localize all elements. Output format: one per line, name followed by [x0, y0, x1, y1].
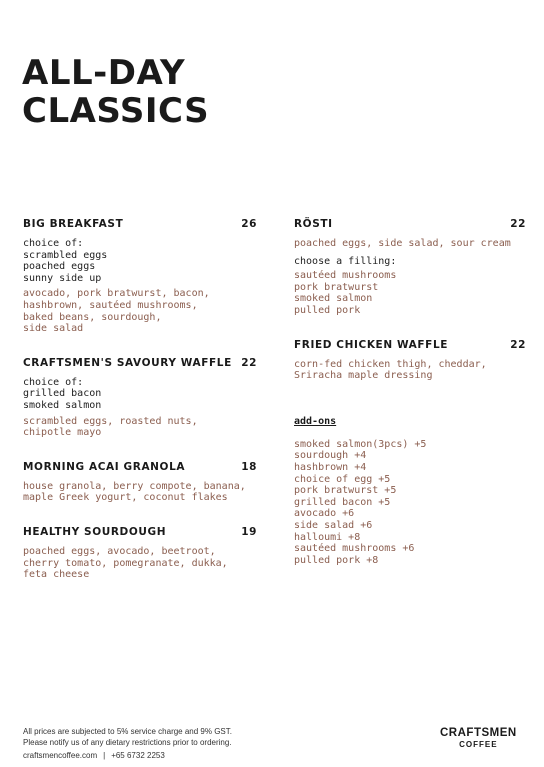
- addon-item: avocado +6: [294, 508, 355, 520]
- item-price: 26: [241, 218, 257, 230]
- addons-section: [294, 416, 526, 567]
- item-name: CRAFTSMEN'S SAVOURY WAFFLE: [23, 356, 232, 369]
- choice-option: pulled pork: [294, 304, 361, 316]
- brand-logo: [440, 728, 517, 750]
- addon-item: smoked salmon(3pcs) +5: [294, 438, 427, 450]
- menu-item: [23, 357, 257, 439]
- item-description: Sriracha maple dressing: [294, 370, 433, 382]
- choice-option: smoked salmon: [294, 293, 373, 305]
- footer-separator: |: [103, 751, 106, 760]
- item-name: HEALTHY SOURDOUGH: [23, 525, 167, 538]
- addon-item: side salad +6: [294, 519, 373, 531]
- footer-dietary-note: Please notify us of any dietary restrictions prior to ordering.: [23, 737, 232, 747]
- item-description: house granola, berry compote, banana,: [23, 480, 246, 492]
- item-description: hashbrown, sautéed mushrooms,: [23, 299, 198, 311]
- item-name: BIG BREAKFAST: [23, 218, 124, 230]
- page-title-line-2: CLASSICS: [22, 91, 210, 131]
- choice-label: choice of:: [23, 238, 84, 249]
- footer: [23, 727, 232, 762]
- item-price: 22: [241, 356, 257, 369]
- item-price: 18: [241, 460, 257, 473]
- addons-heading: add-ons: [294, 415, 337, 427]
- choice-option: poached eggs: [23, 261, 96, 273]
- menu-item: [23, 526, 257, 581]
- addon-item: choice of egg +5: [294, 473, 391, 485]
- item-description: avocado, pork bratwurst, bacon,: [23, 288, 210, 300]
- addon-item: halloumi +8: [294, 531, 361, 543]
- item-description: baked beans, sourdough,: [23, 311, 162, 323]
- choice-option: pork bratwurst: [294, 281, 379, 293]
- item-name: RÖSTI: [294, 218, 333, 230]
- menu-item: [294, 218, 526, 317]
- item-name: MORNING ACAI GRANOLA: [23, 460, 186, 473]
- item-description: feta cheese: [23, 569, 90, 581]
- item-price: 22: [510, 338, 526, 351]
- item-description: chipotle mayo: [23, 427, 102, 439]
- choice-option: sautéed mushrooms: [294, 270, 397, 282]
- addon-item: pork bratwurst +5: [294, 485, 397, 497]
- item-description: maple Greek yogurt, coconut flakes: [23, 492, 228, 504]
- addon-item: pulled pork +8: [294, 554, 379, 566]
- item-price: 19: [241, 525, 257, 538]
- addon-item: hashbrown +4: [294, 461, 367, 473]
- right-column: [294, 218, 526, 566]
- footer-website-link[interactable]: craftsmencoffee.com: [23, 751, 98, 760]
- left-column: [23, 218, 257, 603]
- item-description: scrambled eggs, roasted nuts,: [23, 415, 198, 427]
- item-description: poached eggs, side salad, sour cream: [294, 238, 511, 249]
- addon-item: sautéed mushrooms +6: [294, 543, 415, 555]
- brand-name: CRAFTSMEN: [440, 727, 517, 739]
- item-description: corn-fed chicken thigh, cheddar,: [294, 358, 487, 370]
- menu-item: [23, 461, 257, 504]
- page-title: [22, 54, 209, 130]
- choice-option: sunny side up: [23, 272, 102, 284]
- footer-service-charge-note: All prices are subjected to 5% service charge and 9% GST.: [23, 727, 232, 736]
- page-title-line-1: ALL-DAY: [22, 53, 186, 93]
- item-description: side salad: [23, 323, 84, 335]
- brand-subtitle: COFFEE: [459, 740, 498, 749]
- choice-label: choice of:: [23, 376, 84, 388]
- menu-item: [23, 218, 257, 335]
- footer-phone: +65 6732 2253: [111, 751, 165, 760]
- choice-label: choose a filling:: [294, 255, 397, 267]
- choice-option: smoked salmon: [23, 399, 102, 411]
- choice-option: grilled bacon: [23, 388, 102, 400]
- item-price: 22: [510, 218, 526, 230]
- item-name: FRIED CHICKEN WAFFLE: [294, 338, 449, 351]
- choice-option: scrambled eggs: [23, 249, 108, 261]
- menu-item: [294, 339, 526, 382]
- item-description: cherry tomato, pomegranate, dukka,: [23, 557, 228, 569]
- addon-item: sourdough +4: [294, 450, 367, 462]
- addon-item: grilled bacon +5: [294, 496, 391, 508]
- item-description: poached eggs, avocado, beetroot,: [23, 545, 216, 557]
